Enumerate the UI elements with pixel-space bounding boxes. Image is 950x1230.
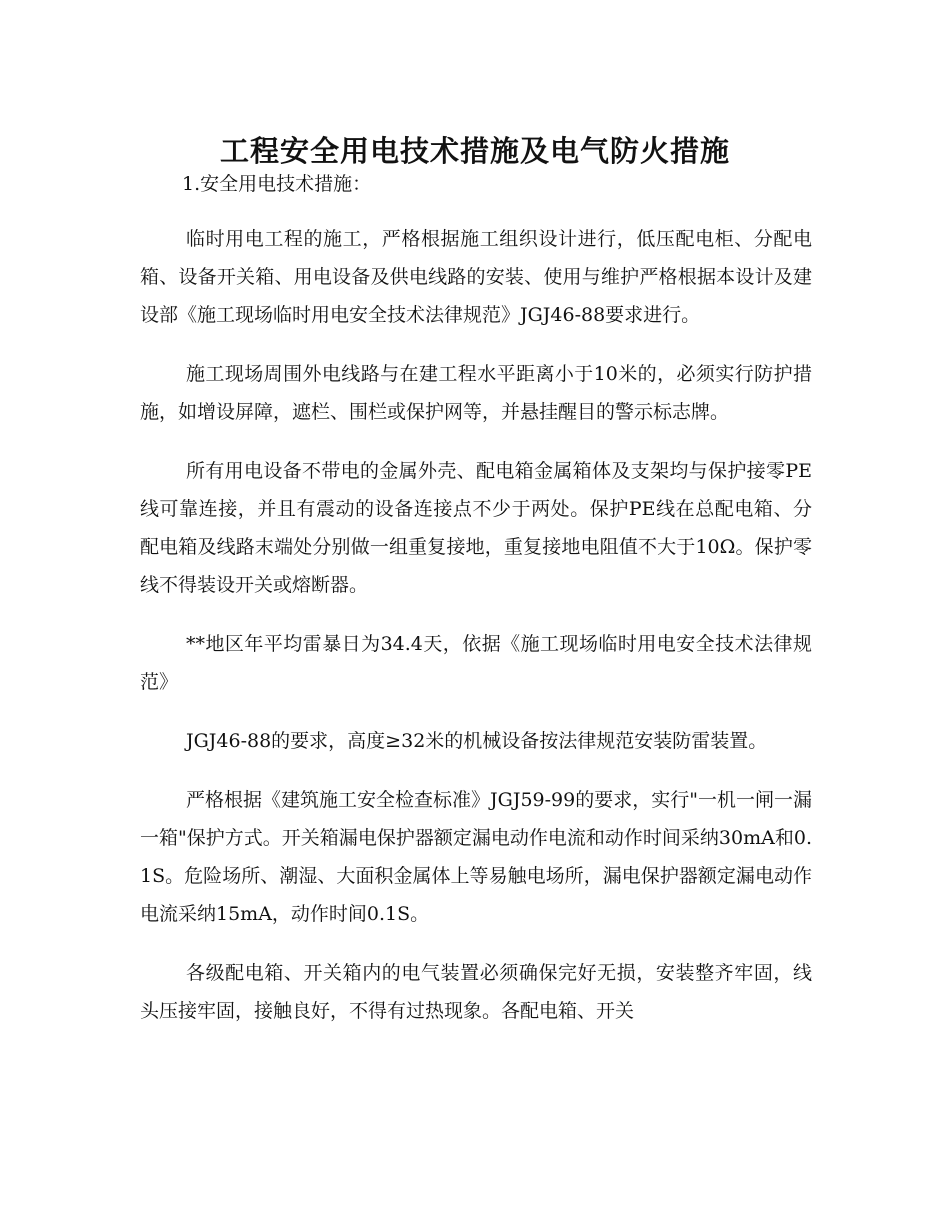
document-title: 工程安全用电技术措施及电气防火措施: [219, 134, 730, 169]
paragraph-thunderstorm-days: **地区年平均雷暴日为34.4天，依据《施工现场临时用电安全技术法律规范》: [140, 633, 812, 693]
section-heading: 1.安全用电技术措施：: [182, 173, 372, 195]
document-body: [140, 168, 812, 1051]
paragraph-distribution-box-installation: 各级配电箱、开关箱内的电气装置必须确保完好无损，安装整齐牢固，线头压接牢固，接触良好，不得有过热现象。各配电箱、开关: [140, 962, 812, 1022]
paragraph-temporary-power-construction: 临时用电工程的施工，严格根据施工组织设计进行，低压配电柜、分配电箱、设备开关箱、用电设备及供电线路的安装、使用与维护严格根据本设计及建设部《施工现场临时用电安全技术法律规范》JGJ46-88要求进行。: [140, 228, 812, 326]
paragraph-external-line-protection: 施工现场周围外电线路与在建工程水平距离小于10米的，必须实行防护措施，如增设屏障，遮栏、围栏或保护网等，并悬挂醒目的警示标志牌。: [140, 363, 812, 423]
paragraph-pe-grounding: 所有用电设备不带电的金属外壳、配电箱金属箱体及支架均与保护接零PE线可靠连接，并且有震动的设备连接点不少于两处。保护PE线在总配电箱、分配电箱及线路末端处分别做一组重复接地，重复接地电阻值不大于10Ω。保护零线不得装设开关或熔断器。: [140, 460, 812, 596]
paragraph-lightning-protection: JGJ46-88的要求，高度≥32米的机械设备按法律规范安装防雷装置。: [186, 730, 768, 752]
paragraph-leakage-protection: 严格根据《建筑施工安全检查标准》JGJ59-99的要求，实行"一机一闸一漏一箱"保护方式。开关箱漏电保护器额定漏电动作电流和动作时间采纳30mA和0.1S。危险场所、潮湿、大面积金属体上等易触电场所，漏电保护器额定漏电动作电流采纳15mA，动作时间0.1S。: [140, 789, 812, 925]
